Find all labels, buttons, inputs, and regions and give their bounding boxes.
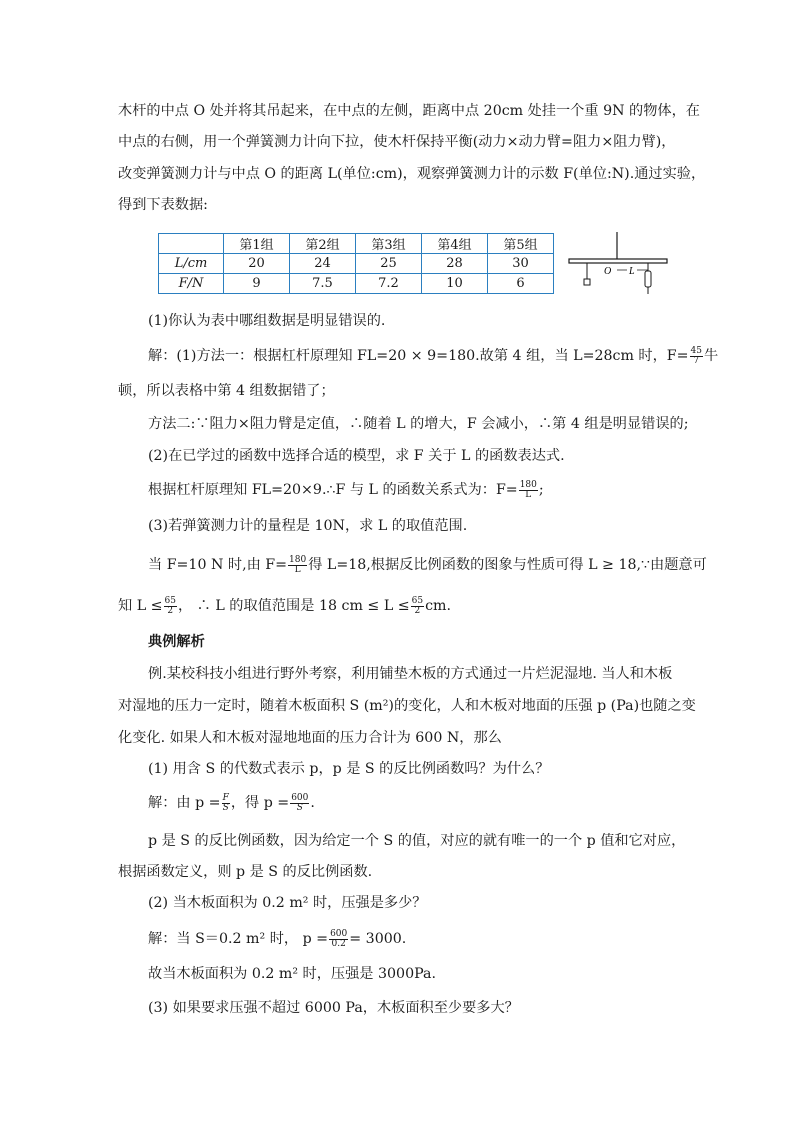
answer-1-line-1 [148, 346, 718, 366]
table-cell: 24 [290, 254, 356, 274]
data-table [158, 233, 554, 294]
fraction-numerator: 600 [330, 928, 348, 939]
fraction-denominator: L [525, 489, 532, 500]
table-cell: 6 [488, 274, 554, 294]
lever-bar [569, 259, 667, 263]
table-cell: F/N [159, 274, 224, 294]
answer-3-line-1 [148, 555, 707, 575]
table-header-cell: 第5组 [488, 234, 554, 254]
answer-2-pre: 根据杠杆原理知 FL=20×9.∴F 与 L 的函数关系式为：F= [148, 482, 518, 498]
example-answer-1-line-1 [148, 793, 315, 813]
example-answer-1-post: . [310, 795, 315, 811]
answer-1-post: 牛 [704, 348, 719, 364]
table-cell: 28 [422, 254, 488, 274]
fraction-denominator: 2 [414, 605, 421, 616]
table-header-cell: 第3组 [356, 234, 422, 254]
fraction-numerator: 65 [164, 595, 176, 606]
table-header-cell: 第1组 [224, 234, 290, 254]
weight-box [584, 279, 590, 285]
section-title: 典例解析 [148, 634, 205, 650]
example-answer-2-line-1 [148, 929, 406, 949]
example-answer-1-line-2: p 是 S 的反比例函数，因为给定一个 S 的值，对应的就有唯一的一个 p 值和它对应， [148, 833, 686, 849]
table-row [159, 274, 554, 294]
fraction-numerator: 180 [519, 479, 537, 490]
question-1: (1)你认为表中哪组数据是明显错误的. [148, 313, 386, 329]
example-line-2: 对湿地的压力一定时，随着木板面积 S (m²)的变化，人和木板对地面的压强 p (Pa)也随之变 [118, 698, 696, 714]
fraction-denominator: 2 [167, 605, 174, 616]
question-2: (2)在已学过的函数中选择合适的模型，求 F 关于 L 的函数表达式. [148, 448, 565, 464]
table-cell: 7.5 [290, 274, 356, 294]
fraction-denominator: 7 [693, 355, 700, 366]
example-answer-2-pre: 解：当 S＝0.2 m² 时， p = [148, 931, 329, 947]
fraction-denominator: S [222, 802, 229, 813]
fraction-denominator: L [294, 564, 301, 575]
answer-1-pre: 解：(1)方法一：根据杠杆原理知 FL=20 × 9=180.故第 4 组，当 L=28cm 时，F= [148, 348, 689, 364]
intro-line-4: 得到下表数据: [118, 197, 208, 213]
fraction-numerator: 45 [690, 345, 702, 356]
lever-diagram [563, 232, 673, 297]
answer-3-pre: 当 F=10 N 时,由 F= [148, 557, 288, 573]
answer-1-line-2: 顿，所以表格中第 4 组数据错了； [118, 383, 335, 399]
answer-3-post: 得 L=18,根据反比例函数的图象与性质可得 L ≥ 18,∵由题意可 [308, 557, 707, 573]
spring-scale [645, 271, 651, 287]
fraction [290, 794, 309, 813]
answer-2-post: ; [538, 482, 544, 498]
table-header-cell: 第2组 [290, 234, 356, 254]
question-3: (3)若弹簧测力计的量程是 10N，求 L 的取值范围. [148, 518, 468, 534]
answer-2 [148, 480, 544, 500]
example-line-1: 例.某校科技小组进行野外考察，利用铺垫木板的方式通过一片烂泥湿地. 当人和木板 [148, 666, 673, 682]
table-cell: 7.2 [356, 274, 422, 294]
fraction-numerator: 600 [291, 792, 309, 803]
answer-3-line-2-pre: 知 L ≤ [118, 598, 163, 614]
fraction [164, 597, 177, 616]
fraction [411, 597, 424, 616]
table-cell: 9 [224, 274, 290, 294]
fraction-numerator: F [222, 792, 229, 803]
example-question-1: (1) 用含 S 的代数式表示 p，p 是 S 的反比例函数吗？为什么？ [148, 761, 550, 777]
fraction [519, 481, 538, 500]
answer-3-line-2 [118, 596, 451, 616]
table-cell: L/cm [159, 254, 224, 274]
fraction [690, 347, 703, 366]
fraction-denominator: S [296, 802, 303, 813]
table-cell: 20 [224, 254, 290, 274]
example-answer-1-pre: 解：由 p = [148, 795, 221, 811]
fraction [222, 794, 230, 813]
example-answer-2-line-2: 故当木板面积为 0.2 m² 时，压强是 3000Pa. [148, 966, 436, 982]
example-answer-1-mid: ，得 p = [230, 795, 290, 811]
example-answer-2-post: = 3000. [349, 931, 407, 947]
answer-3-line-2-post: cm. [425, 598, 452, 614]
fraction-numerator: 65 [411, 595, 424, 606]
intro-line-3: 改变弹簧测力计与中点 O 的距离 L(单位:cm)，观察弹簧测力计的示数 F(单位:N).通过实验， [118, 166, 706, 182]
example-question-2: (2) 当木板面积为 0.2 m² 时，压强是多少？ [148, 895, 427, 911]
answer-3-line-2-mid: ， ∴ L 的取值范围是 18 cm ≤ L ≤ [177, 598, 410, 614]
o-label: O [604, 266, 612, 277]
table-row [159, 254, 554, 274]
fraction [329, 930, 348, 949]
example-answer-1-line-3: 根据函数定义，则 p 是 S 的反比例函数. [118, 864, 373, 880]
fraction [288, 556, 307, 575]
example-line-3: 化变化. 如果人和木板对湿地地面的压力合计为 600 N，那么 [118, 730, 502, 746]
example-question-3: (3) 如果要求压强不超过 6000 Pa，木板面积至少要多大？ [148, 1000, 519, 1016]
intro-line-2: 中点的右侧，用一个弹簧测力计向下拉，使木杆保持平衡(动力×动力臂=阻力×阻力臂)， [118, 134, 676, 150]
table-header-row [159, 234, 554, 254]
table-header-cell [159, 234, 224, 254]
l-label: L [629, 266, 635, 277]
intro-line-1: 木杆的中点 O 处并将其吊起来，在中点的左侧，距离中点 20cm 处挂一个重 9N 的物体，在 [118, 103, 700, 119]
fraction-numerator: 180 [289, 554, 307, 565]
fraction-denominator: 0.2 [331, 938, 346, 949]
answer-1-line-3: 方法二:∵阻力×阻力臂是定值，∴随着 L 的增大，F 会减小，∴第 4 组是明显错误的; [148, 416, 689, 432]
table-header-cell: 第4组 [422, 234, 488, 254]
table-cell: 10 [422, 274, 488, 294]
table-cell: 25 [356, 254, 422, 274]
table-cell: 30 [488, 254, 554, 274]
